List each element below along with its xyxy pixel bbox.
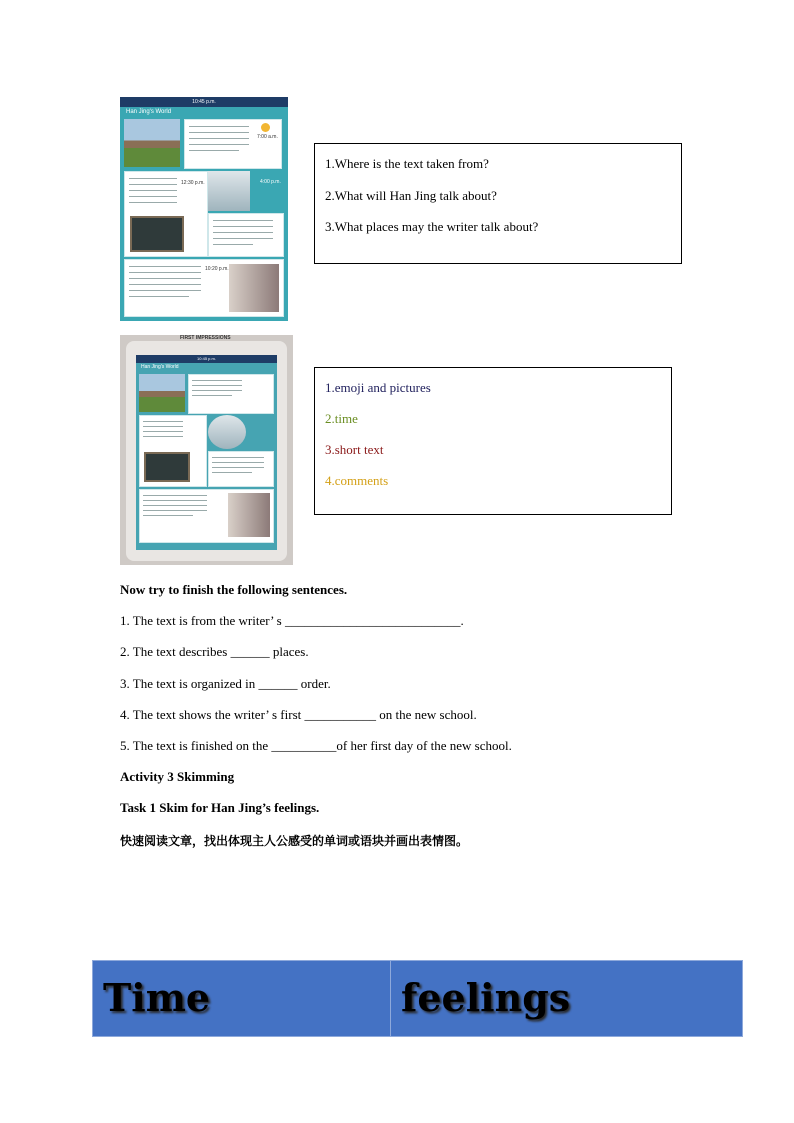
- post-panel-3: [208, 213, 284, 257]
- question-1: 1.Where is the text taken from?: [325, 156, 489, 171]
- lab-photo: [208, 171, 250, 211]
- task-heading: Task 1 Skim for Han Jing’s feelings.: [120, 800, 320, 815]
- chinese-instruction: 快速阅读文章，找出体现主人公感受的单词或语块并画出表情图。: [120, 834, 469, 848]
- feature-1: 1.emoji and pictures: [325, 380, 431, 395]
- dorm-photo: [229, 264, 279, 312]
- page-header: FIRST IMPRESSIONS: [180, 335, 231, 341]
- textbook-screenshot-1: [120, 97, 288, 321]
- post-time: 7:00 a.m.: [257, 134, 278, 140]
- feelings-table: [92, 960, 743, 1037]
- post-panel-1: [184, 119, 282, 169]
- post-panel-4: [124, 259, 284, 317]
- blackboard-photo: [130, 216, 184, 252]
- blackboard-photo: [144, 452, 190, 482]
- instruction: Now try to finish the following sentences.: [120, 582, 348, 597]
- smile-emoji-icon: [261, 123, 270, 132]
- sentence-1: 1. The text is from the writer’ s ___________________________.: [120, 613, 464, 628]
- tablet-frame: [126, 341, 287, 561]
- school-photo: [124, 119, 180, 167]
- school-photo: [139, 374, 185, 412]
- sentence-2: 2. The text describes ______ places.: [120, 644, 309, 659]
- feature-2: 2.time: [325, 411, 358, 426]
- questions-box: [314, 143, 682, 264]
- post-panel-3: [208, 451, 274, 487]
- table-header-feelings: feelings: [390, 960, 743, 1037]
- tablet-screen: [136, 355, 277, 550]
- post-time: 12:30 p.m.: [181, 180, 205, 186]
- question-2: 2.What will Han Jing talk about?: [325, 188, 497, 203]
- feature-3: 3.short text: [325, 442, 384, 457]
- features-box: [314, 367, 672, 515]
- status-bar: 10:45 p.m.: [136, 355, 277, 363]
- post-panel-2: [139, 415, 207, 487]
- post-panel-2: [124, 171, 208, 257]
- app-title: Han Jing's World: [141, 364, 179, 370]
- textbook-screenshot-2: [120, 335, 293, 565]
- post-time: 4:00 p.m.: [260, 179, 281, 185]
- post-time: 10:20 p.m.: [205, 266, 229, 272]
- post-panel-4: [139, 489, 274, 543]
- table-header-time: Time: [92, 960, 391, 1037]
- status-bar: 10:45 p.m.: [120, 97, 288, 107]
- lab-photo: [208, 415, 246, 449]
- app-title: Han Jing's World: [126, 109, 172, 115]
- feature-4: 4.comments: [325, 473, 389, 488]
- post-panel-1: [188, 374, 274, 414]
- sentence-3: 3. The text is organized in ______ order.: [120, 676, 331, 691]
- activity-heading: Activity 3 Skimming: [120, 769, 235, 784]
- dorm-photo: [228, 493, 270, 537]
- question-3: 3.What places may the writer talk about?: [325, 219, 539, 234]
- sentence-5: 5. The text is finished on the __________of her first day of the new school.: [120, 738, 512, 753]
- sentence-4: 4. The text shows the writer’ s first ___________ on the new school.: [120, 707, 477, 722]
